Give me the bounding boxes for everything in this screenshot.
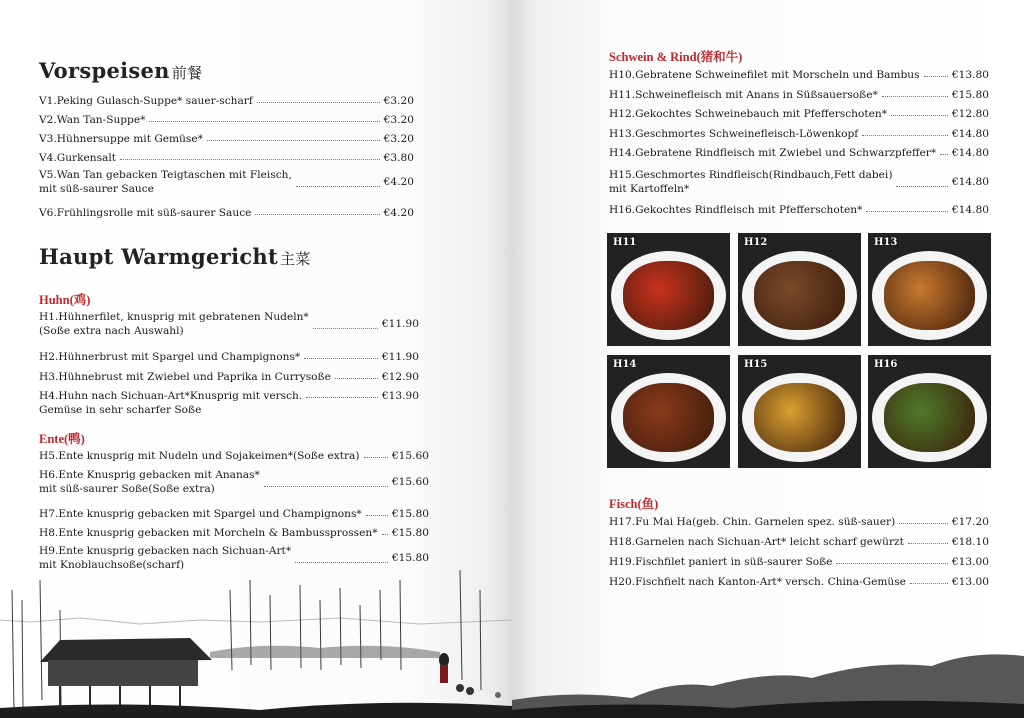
menu-item-h14: H14.Gebratene Rindfleisch mit Zwiebel und Schwarzpfeffer* €14.80: [609, 147, 989, 159]
right-page: [512, 0, 1024, 718]
menu-item-h7: H7.Ente knusprig gebacken mit Spargel und Champignons* €15.80: [39, 508, 429, 520]
vorspeisen-heading: Vorspeisen 前餐: [39, 58, 203, 83]
menu-item-h18: H18.Garnelen nach Sichuan-Art* leicht scharf gewürzt €18.10: [609, 536, 989, 548]
haupt-heading: Haupt Warmgericht 主菜: [39, 244, 311, 269]
menu-item-v5: V5.Wan Tan gebacken Teigtaschen mit Fleisch, mit süß-saurer Sauce €4.20: [39, 169, 414, 195]
dish-photo-h13: H13: [868, 233, 991, 346]
menu-item-v3: V3.Hühnersuppe mit Gemüse* €3.20: [39, 133, 414, 145]
menu-item-h17: H17.Fu Mai Ha(geb. Chin. Garnelen spez. süß-sauer) €17.20: [609, 516, 989, 528]
dish-photo-h16: H16: [868, 355, 991, 468]
menu-item-h4: H4.Huhn nach Sichuan-Art*Knusprig mit versch. Gemüse in sehr scharfer Soße €13.90: [39, 390, 419, 416]
menu-item-h13: H13.Geschmortes Schweinefleisch-Löwenkopf €14.80: [609, 128, 989, 140]
ink-mountains-illustration: [512, 620, 1024, 718]
menu-item-h3: H3.Hühnebrust mit Zwiebel und Paprika in Currysoße €12.90: [39, 371, 419, 383]
menu-item-h20: H20.Fischfielt nach Kanton-Art* versch. China-Gemüse €13.00: [609, 576, 989, 588]
menu-item-h12: H12.Gekochtes Schweinebauch mit Pfefferschoten* €12.80: [609, 108, 989, 120]
menu-item-h15: H15.Geschmortes Rindfleisch(Rindbauch,Fett dabei) mit Kartoffeln* €14.80: [609, 169, 989, 195]
dish-photo-h12: H12: [738, 233, 861, 346]
menu-item-h19: H19.Fischfilet paniert in süß-saurer Soße €13.00: [609, 556, 989, 568]
menu-item-h1: H1.Hühnerfilet, knusprig mit gebratenen Nudeln* (Soße extra nach Auswahl) €11.90: [39, 311, 419, 337]
dish-photo-h15: H15: [738, 355, 861, 468]
menu-item-h16: H16.Gekochtes Rindfleisch mit Pfefferschoten* €14.80: [609, 204, 989, 216]
menu-item-h5: H5.Ente knusprig mit Nudeln und Sojakeimen*(Soße extra) €15.60: [39, 450, 429, 462]
menu-item-h8: H8.Ente knusprig gebacken mit Morcheln & Bambussprossen* €15.80: [39, 527, 429, 539]
huhn-heading: Huhn(鸡): [39, 293, 91, 307]
menu-item-v6: V6.Frühlingsrolle mit süß-saurer Sauce €4.20: [39, 207, 414, 219]
menu-item-h11: H11.Schweinefleisch mit Anans in Süßsauersoße* €15.80: [609, 89, 989, 101]
menu-item-v1: V1.Peking Gulasch-Suppe* sauer-scharf €3.20: [39, 95, 414, 107]
menu-item-h6: H6.Ente Knusprig gebacken mit Ananas* mit süß-saurer Soße(Soße extra) €15.60: [39, 469, 429, 495]
menu-item-v4: V4.Gurkensalt €3.80: [39, 152, 414, 164]
schwein-rind-heading: Schwein & Rind(猪和牛): [609, 50, 743, 64]
dish-photo-h14: H14: [607, 355, 730, 468]
menu-item-h9: H9.Ente knusprig gebacken nach Sichuan-Art* mit Knoblauchsoße(scharf) €15.80: [39, 545, 429, 571]
ink-landscape-illustration: [0, 560, 512, 718]
menu-item-h10: H10.Gebratene Schweinefilet mit Morscheln und Bambus €13.80: [609, 69, 989, 81]
menu-item-v2: V2.Wan Tan-Suppe* €3.20: [39, 114, 414, 126]
menu-item-h2: H2.Hühnerbrust mit Spargel und Champignons* €11.90: [39, 351, 419, 363]
ente-heading: Ente(鸭): [39, 432, 85, 446]
fisch-heading: Fisch(鱼): [609, 497, 659, 511]
dish-photo-h11: H11: [607, 233, 730, 346]
